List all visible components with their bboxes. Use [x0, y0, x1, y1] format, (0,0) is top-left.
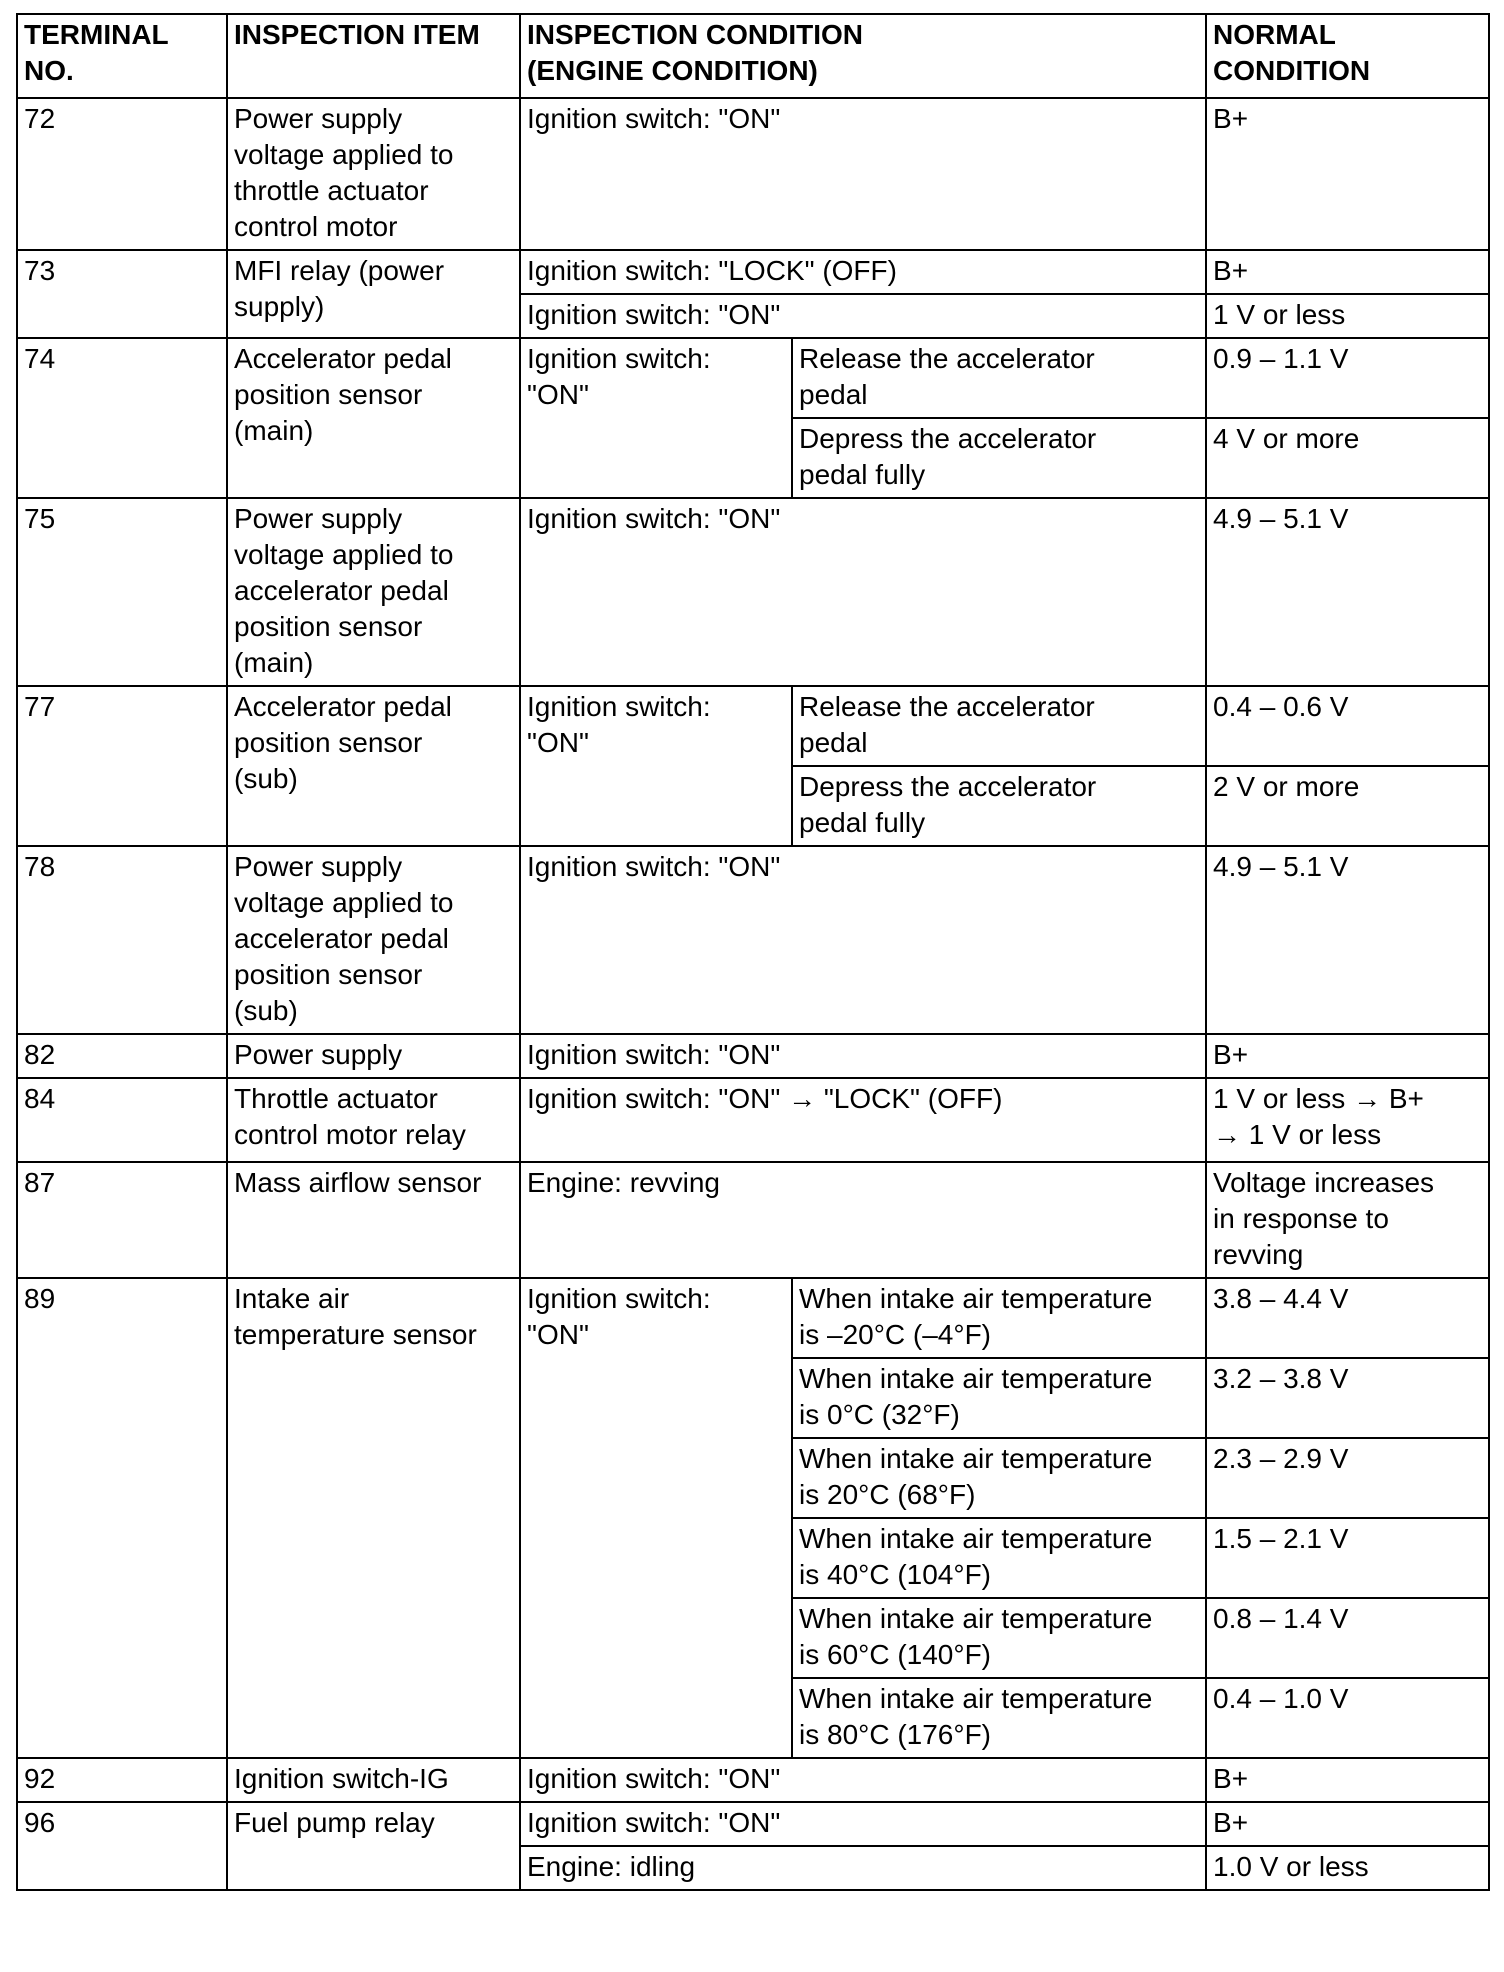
inspection-item: Mass airflow sensor [227, 1162, 520, 1278]
table-row [17, 98, 1489, 250]
inspection-item: Intake air temperature sensor [227, 1278, 520, 1758]
table-row [17, 338, 1489, 418]
normal-condition: 1 V or less [1206, 294, 1489, 338]
inspection-condition: Engine: revving [520, 1162, 1206, 1278]
normal-condition: 2.3 – 2.9 V [1206, 1438, 1489, 1518]
table-row [17, 250, 1489, 294]
normal-condition: 4 V or more [1206, 418, 1489, 498]
inspection-condition: Ignition switch: "ON" [520, 1802, 1206, 1846]
inspection-sub-condition: When intake air temperature is –20°C (–4°F) [792, 1278, 1206, 1358]
inspection-sub-condition: When intake air temperature is 0°C (32°F) [792, 1358, 1206, 1438]
inspection-condition: Ignition switch: "ON" [520, 98, 1206, 250]
table-row [17, 1278, 1489, 1358]
inspection-sub-condition: When intake air temperature is 20°C (68°F) [792, 1438, 1206, 1518]
normal-condition: 0.4 – 0.6 V [1206, 686, 1489, 766]
inspection-sub-condition: Release the accelerator pedal [792, 686, 1206, 766]
terminal-inspection-table [16, 13, 1490, 1891]
terminal-no: 89 [17, 1278, 227, 1758]
inspection-sub-condition: When intake air temperature is 80°C (176°F) [792, 1678, 1206, 1758]
inspection-item: Power supply voltage applied to throttle actuator control motor [227, 98, 520, 250]
inspection-sub-condition: Release the accelerator pedal [792, 338, 1206, 418]
inspection-item: Ignition switch-IG [227, 1758, 520, 1802]
terminal-no: 75 [17, 498, 227, 686]
normal-condition: B+ [1206, 1034, 1489, 1078]
inspection-condition: Ignition switch: "ON" [520, 1278, 792, 1758]
terminal-no: 92 [17, 1758, 227, 1802]
normal-condition: 0.4 – 1.0 V [1206, 1678, 1489, 1758]
inspection-condition: Ignition switch: "ON" [520, 338, 792, 498]
terminal-no: 82 [17, 1034, 227, 1078]
table-row [17, 1162, 1489, 1278]
inspection-sub-condition: When intake air temperature is 60°C (140°F) [792, 1598, 1206, 1678]
terminal-no: 74 [17, 338, 227, 498]
table-row [17, 498, 1489, 686]
table-row [17, 1034, 1489, 1078]
table-row [17, 846, 1489, 1034]
inspection-condition: Ignition switch: "ON" [520, 846, 1206, 1034]
header-inspection-item: INSPECTION ITEM [227, 14, 520, 98]
normal-condition: 4.9 – 5.1 V [1206, 498, 1489, 686]
inspection-item: Fuel pump relay [227, 1802, 520, 1890]
normal-condition: 1 V or less → B+ → 1 V or less [1206, 1078, 1489, 1162]
terminal-no: 87 [17, 1162, 227, 1278]
terminal-no: 96 [17, 1802, 227, 1890]
terminal-no: 72 [17, 98, 227, 250]
terminal-no: 73 [17, 250, 227, 338]
inspection-item: Power supply voltage applied to accelerator pedal position sensor (sub) [227, 846, 520, 1034]
header-terminal-no: TERMINAL NO. [17, 14, 227, 98]
inspection-sub-condition: When intake air temperature is 40°C (104°F) [792, 1518, 1206, 1598]
inspection-item: Accelerator pedal position sensor (main) [227, 338, 520, 498]
normal-condition: 1.5 – 2.1 V [1206, 1518, 1489, 1598]
normal-condition: 2 V or more [1206, 766, 1489, 846]
normal-condition: 3.8 – 4.4 V [1206, 1278, 1489, 1358]
terminal-no: 77 [17, 686, 227, 846]
inspection-condition: Ignition switch: "ON" [520, 686, 792, 846]
table-row [17, 1078, 1489, 1162]
header-row [17, 14, 1489, 98]
table-row [17, 686, 1489, 766]
table-row [17, 1758, 1489, 1802]
inspection-condition: Engine: idling [520, 1846, 1206, 1890]
inspection-sub-condition: Depress the accelerator pedal fully [792, 418, 1206, 498]
normal-condition: Voltage increases in response to revving [1206, 1162, 1489, 1278]
normal-condition: 0.9 – 1.1 V [1206, 338, 1489, 418]
normal-condition: 0.8 – 1.4 V [1206, 1598, 1489, 1678]
inspection-condition: Ignition switch: "ON" [520, 1034, 1206, 1078]
inspection-item: MFI relay (power supply) [227, 250, 520, 338]
inspection-condition: Ignition switch: "ON" [520, 498, 1206, 686]
normal-condition: B+ [1206, 98, 1489, 250]
inspection-item: Power supply voltage applied to accelerator pedal position sensor (main) [227, 498, 520, 686]
inspection-condition: Ignition switch: "LOCK" (OFF) [520, 250, 1206, 294]
normal-condition: B+ [1206, 1758, 1489, 1802]
header-inspection-condition: INSPECTION CONDITION (ENGINE CONDITION) [520, 14, 1206, 98]
normal-condition: 3.2 – 3.8 V [1206, 1358, 1489, 1438]
inspection-sub-condition: Depress the accelerator pedal fully [792, 766, 1206, 846]
table-row [17, 1802, 1489, 1846]
terminal-no: 84 [17, 1078, 227, 1162]
inspection-item: Accelerator pedal position sensor (sub) [227, 686, 520, 846]
normal-condition: 1.0 V or less [1206, 1846, 1489, 1890]
terminal-no: 78 [17, 846, 227, 1034]
inspection-condition: Ignition switch: "ON" → "LOCK" (OFF) [520, 1078, 1206, 1162]
normal-condition: 4.9 – 5.1 V [1206, 846, 1489, 1034]
normal-condition: B+ [1206, 250, 1489, 294]
inspection-condition: Ignition switch: "ON" [520, 294, 1206, 338]
header-normal-condition: NORMAL CONDITION [1206, 14, 1489, 98]
inspection-condition: Ignition switch: "ON" [520, 1758, 1206, 1802]
inspection-item: Power supply [227, 1034, 520, 1078]
normal-condition: B+ [1206, 1802, 1489, 1846]
inspection-item: Throttle actuator control motor relay [227, 1078, 520, 1162]
